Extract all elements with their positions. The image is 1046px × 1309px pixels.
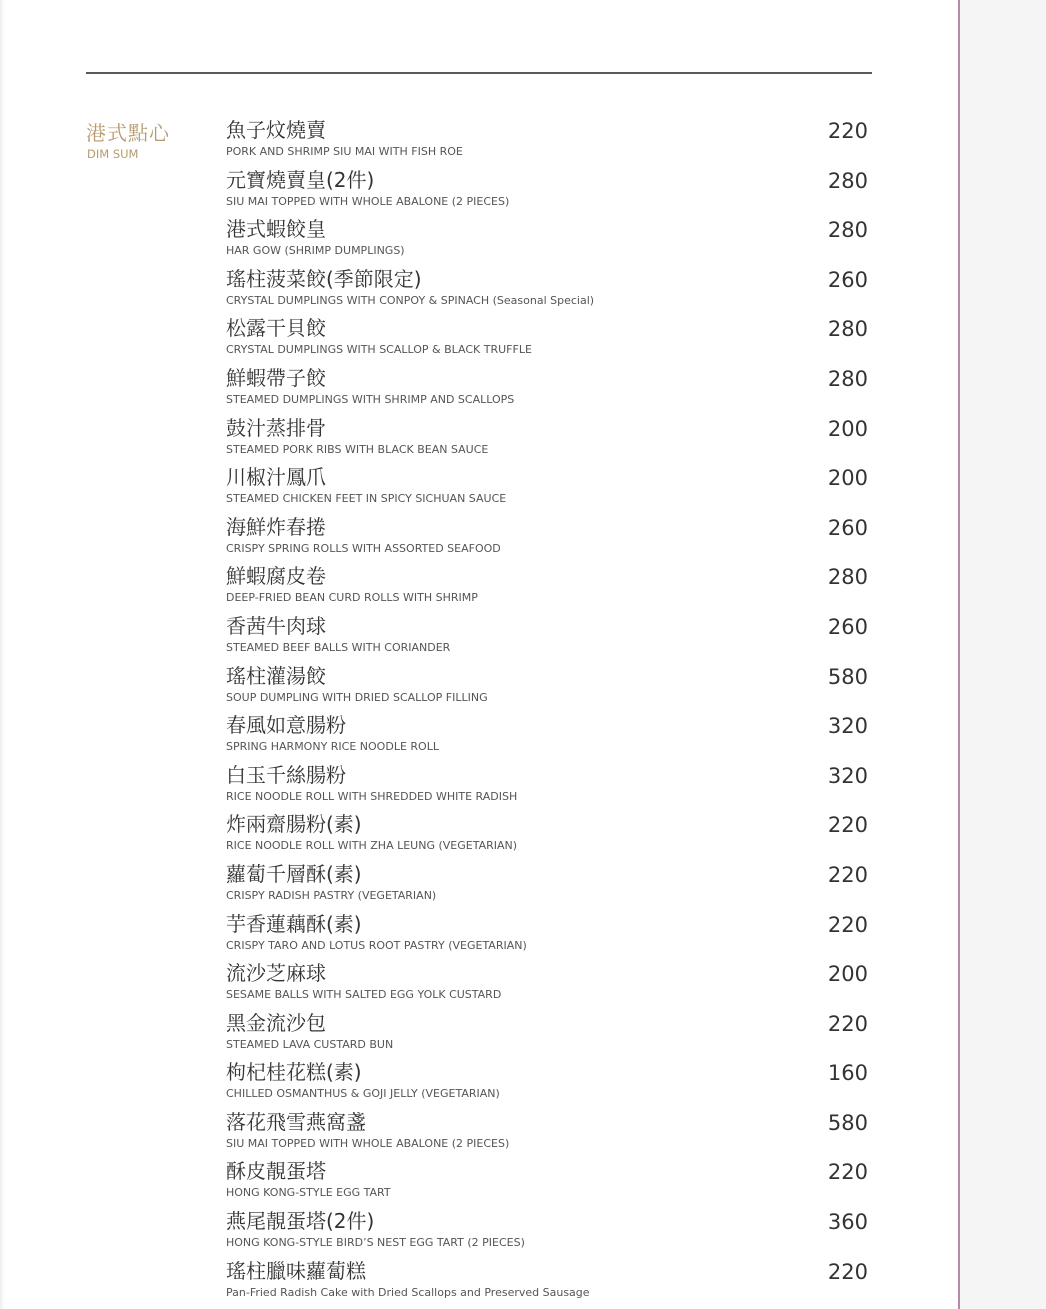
menu-item-name-en: CRISPY TARO AND LOTUS ROOT PASTRY (VEGETARIAN) (226, 938, 527, 952)
menu-item (226, 1207, 872, 1257)
menu-item-price: 280 (827, 218, 868, 243)
menu-item-price: 260 (827, 267, 868, 292)
menu-item (226, 1257, 872, 1307)
menu-item-price: 220 (827, 119, 868, 143)
menu-item-name-zh: 魚子炆燒賣 (226, 118, 326, 142)
menu-item-name-zh: 枸杞桂花糕(素) (226, 1060, 362, 1085)
menu-item-price: 220 (827, 912, 868, 937)
menu-item-name-zh: 落花飛雪燕窩盞 (226, 1109, 366, 1134)
menu-item-name-zh: 黑金流沙包 (226, 1010, 326, 1035)
menu-item-price: 220 (827, 1160, 868, 1185)
menu-item (226, 860, 872, 910)
menu-item (226, 1009, 872, 1059)
menu-item-name-zh: 香茜牛肉球 (226, 613, 326, 638)
menu-item-name-en: CRISPY SPRING ROLLS WITH ASSORTED SEAFOOD (226, 541, 501, 555)
menu-item-price: 200 (827, 466, 868, 491)
top-divider (86, 72, 872, 74)
menu-item-name-zh: 鮮蝦帶子餃 (226, 365, 326, 390)
menu-item-name-en: SPRING HARMONY RICE NOODLE ROLL (226, 740, 439, 754)
menu-item (226, 959, 872, 1009)
menu-item-price: 200 (827, 416, 868, 441)
menu-item-name-zh: 瑤柱灌湯餃 (226, 663, 326, 688)
menu-item-price: 200 (827, 962, 868, 987)
menu-item-name-en: Pan-Fried Radish Cake with Dried Scallops and Preserved Sausage (226, 1285, 590, 1299)
menu-item-name-zh: 元寶燒賣皇(2件) (226, 167, 375, 192)
menu-item (226, 1157, 872, 1207)
menu-item (226, 1058, 872, 1108)
menu-item (226, 562, 872, 612)
menu-item-name-en: HONG KONG-STYLE BIRD’S NEST EGG TART (2 PIECES) (226, 1236, 525, 1250)
menu-item-name-zh: 流沙芝麻球 (226, 961, 326, 986)
menu-item (226, 116, 872, 166)
menu-item-name-en: CHILLED OSMANTHUS & GOJI JELLY (VEGETARIAN) (226, 1087, 500, 1101)
page-margin (960, 0, 1046, 1309)
menu-item (226, 215, 872, 265)
menu-item (226, 463, 872, 513)
menu-item (226, 910, 872, 960)
menu-item-name-zh: 鮮蝦腐皮卷 (226, 564, 326, 589)
section-title-zh: 港式點心 (86, 121, 170, 145)
menu-item-name-en: DEEP-FRIED BEAN CURD ROLLS WITH SHRIMP (226, 591, 478, 605)
menu-item (226, 364, 872, 414)
menu-item-price: 280 (827, 168, 868, 193)
menu-item-name-en: RICE NOODLE ROLL WITH ZHA LEUNG (VEGETARIAN) (226, 839, 518, 853)
menu-item-price: 220 (827, 1259, 868, 1284)
menu-item-price: 280 (827, 366, 868, 391)
menu-item-price: 580 (827, 664, 868, 689)
menu-item (226, 662, 872, 712)
menu-item (226, 265, 872, 315)
menu-item (226, 513, 872, 563)
menu-item-name-zh: 川椒汁鳳爪 (226, 465, 326, 490)
menu-item (226, 761, 872, 811)
menu-item-name-en: STEAMED DUMPLINGS WITH SHRIMP AND SCALLOPS (226, 392, 515, 406)
section-title-en: DIM SUM (87, 147, 139, 161)
menu-item-name-zh: 瑤柱菠菜餃(季節限定) (226, 266, 422, 291)
menu-item-name-zh: 瑤柱臘味蘿蔔糕 (226, 1258, 366, 1283)
menu-item-name-en: RICE NOODLE ROLL WITH SHREDDED WHITE RADISH (226, 789, 518, 803)
menu-item-name-en: STEAMED CHICKEN FEET IN SPICY SICHUAN SAUCE (226, 492, 507, 506)
menu-item-name-en: STEAMED PORK RIBS WITH BLACK BEAN SAUCE (226, 442, 489, 456)
menu-item-price: 260 (827, 614, 868, 639)
menu-item-price: 160 (827, 1061, 868, 1086)
menu-item-name-en: PORK AND SHRIMP SIU MAI WITH FISH ROE (226, 145, 463, 158)
menu-item-name-zh: 海鮮炸春捲 (226, 514, 326, 539)
menu-item-price: 220 (827, 1011, 868, 1036)
menu-item-price: 280 (827, 565, 868, 590)
menu-item-name-zh: 松露干貝餃 (226, 316, 326, 341)
menu-item-name-en: SIU MAI TOPPED WITH WHOLE ABALONE (2 PIECES) (226, 194, 510, 208)
menu-item-price: 260 (827, 515, 868, 540)
menu-item-name-en: SESAME BALLS WITH SALTED EGG YOLK CUSTARD (226, 988, 502, 1002)
menu-item (226, 414, 872, 464)
menu-item-name-en: STEAMED BEEF BALLS WITH CORIANDER (226, 640, 451, 654)
menu-item-name-zh: 芋香蓮藕酥(素) (226, 911, 362, 936)
menu-item-name-en: CRISPY RADISH PASTRY (VEGETARIAN) (226, 888, 437, 902)
menu-item-price: 280 (827, 317, 868, 342)
menu-item-name-en: CRYSTAL DUMPLINGS WITH CONPOY & SPINACH (Seasonal Special) (226, 293, 595, 307)
menu-item-name-zh: 炸兩齋腸粉(素) (226, 812, 362, 837)
menu-item-name-en: HONG KONG-STYLE EGG TART (226, 1186, 391, 1200)
menu-item-price: 580 (827, 1110, 868, 1135)
menu-item (226, 612, 872, 662)
menu-item-price: 220 (827, 813, 868, 838)
menu-item-name-zh: 蘿蔔千層酥(素) (226, 861, 362, 886)
menu-item-price: 320 (827, 714, 868, 739)
menu-item-name-en: HAR GOW (SHRIMP DUMPLINGS) (226, 244, 405, 258)
menu-item-name-en: SOUP DUMPLING WITH DRIED SCALLOP FILLING (226, 690, 488, 704)
menu-item-name-zh: 鼓汁蒸排骨 (226, 415, 326, 440)
menu-item-name-zh: 燕尾靚蛋塔(2件) (226, 1209, 375, 1234)
menu-item-name-zh: 春風如意腸粉 (226, 713, 346, 738)
menu-item-name-zh: 白玉千絲腸粉 (226, 762, 346, 787)
menu-item (226, 1108, 872, 1158)
menu-item-name-en: CRYSTAL DUMPLINGS WITH SCALLOP & BLACK TRUFFLE (226, 343, 532, 357)
menu-item-price: 320 (827, 763, 868, 788)
menu-item (226, 314, 872, 364)
menu-item-price: 220 (827, 862, 868, 887)
menu-item-name-zh: 酥皮靚蛋塔 (226, 1159, 326, 1184)
menu-list (226, 116, 872, 1306)
menu-item-name-zh: 港式蝦餃皇 (226, 217, 326, 242)
menu-item (226, 166, 872, 216)
menu-item (226, 711, 872, 761)
menu-item-name-en: STEAMED LAVA CUSTARD BUN (226, 1037, 394, 1051)
menu-item-price: 360 (827, 1210, 868, 1235)
menu-item (226, 810, 872, 860)
menu-item-name-en: SIU MAI TOPPED WITH WHOLE ABALONE (2 PIECES) (226, 1136, 510, 1150)
